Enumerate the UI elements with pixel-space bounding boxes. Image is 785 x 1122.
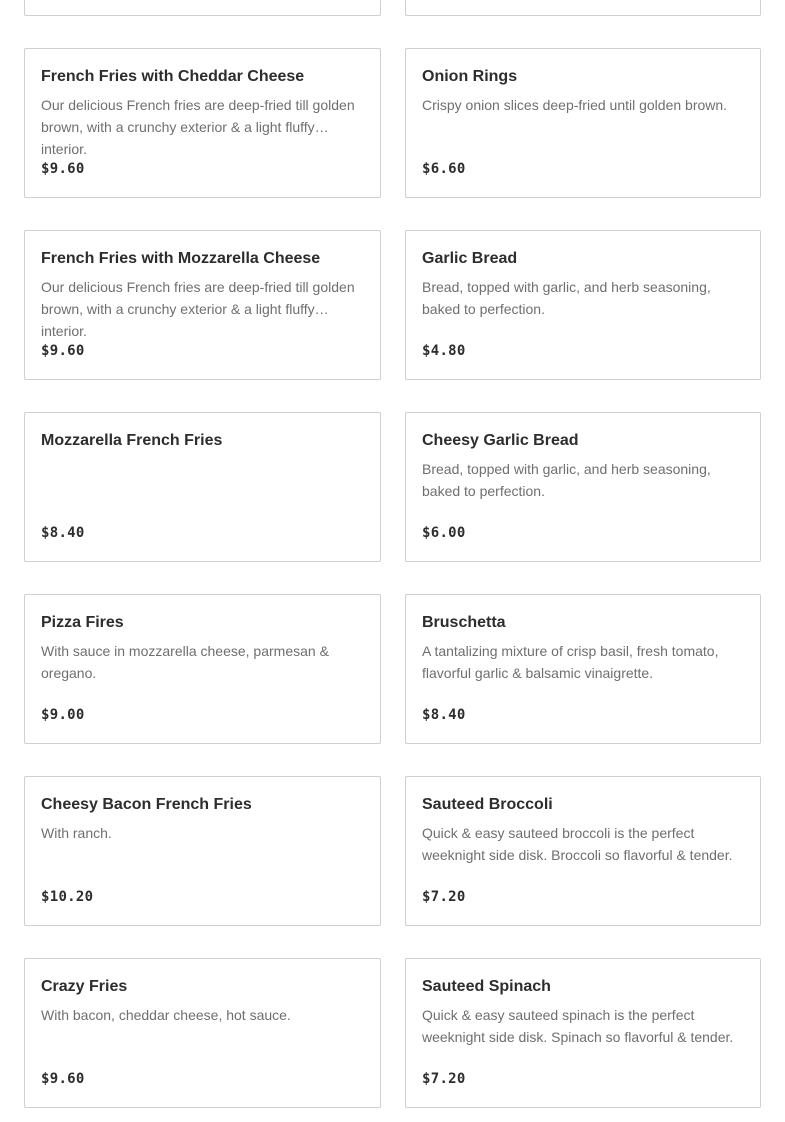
menu-item-name: Cheesy Garlic Bread [422, 432, 579, 449]
menu-item-price: $9.00 [41, 707, 85, 723]
menu-item-card[interactable] [405, 594, 761, 744]
menu-item-name: Mozzarella French Fries [41, 432, 223, 449]
menu-item-price: $9.60 [41, 161, 85, 177]
menu-item-description: Quick & easy sauteed broccoli is the perfect weeknight side disk. Broccoli so flavorful & tender. [422, 825, 733, 863]
menu-item-description: A tantalizing mixture of crisp basil, fresh tomato, flavorful garlic & balsamic vinaigrette. [422, 643, 719, 681]
menu-item-description: Quick & easy sauteed spinach is the perfect weeknight side disk. Spinach so flavorful & tender. [422, 1007, 734, 1045]
menu-item-price: $8.40 [41, 525, 85, 541]
menu-item-price: $9.60 [41, 1071, 85, 1087]
menu-item-price: $10.20 [41, 889, 94, 905]
menu-item-card[interactable] [405, 776, 761, 926]
menu-item-name: Garlic Bread [422, 250, 518, 267]
menu-item-price: $6.60 [422, 161, 466, 177]
menu-item-description: Bread, topped with garlic, and herb seasoning, baked to perfection. [422, 279, 711, 317]
menu-item-name: French Fries with Cheddar Cheese [41, 68, 305, 85]
menu-item-card[interactable] [405, 412, 761, 562]
menu-item-card[interactable] [24, 0, 381, 16]
menu-item-price: $6.00 [422, 525, 466, 541]
menu-item-name: Sauteed Spinach [422, 978, 551, 995]
menu-item-card[interactable] [24, 48, 381, 198]
menu-item-card[interactable] [24, 230, 381, 380]
menu-item-description: Our delicious French fries are deep-fried till golden brown, with a crunchy exterior & a light fluffy interior. [41, 97, 355, 157]
menu-item-card[interactable] [405, 230, 761, 380]
menu-item-name: French Fries with Mozzarella Cheese [41, 250, 321, 267]
menu-item-description: With bacon, cheddar cheese, hot sauce. [41, 1007, 291, 1023]
menu-item-name: Pizza Fires [41, 614, 124, 631]
menu-item-description: Our delicious French fries are deep-fried till golden brown, with a crunchy exterior & a light fluffy interior. [41, 279, 355, 339]
menu-item-price: $8.40 [422, 707, 466, 723]
menu-item-name: Sauteed Broccoli [422, 796, 553, 813]
menu-item-card[interactable] [24, 594, 381, 744]
menu-item-card[interactable] [24, 412, 381, 562]
menu-item-price: $4.80 [422, 343, 466, 359]
menu-item-card[interactable] [405, 0, 761, 16]
menu-item-name: Cheesy Bacon French Fries [41, 796, 252, 813]
menu-item-card[interactable] [24, 958, 381, 1108]
menu-item-name: Onion Rings [422, 68, 518, 85]
menu-item-price: $7.20 [422, 1071, 466, 1087]
menu-item-card[interactable] [405, 48, 761, 198]
menu-item-card[interactable] [405, 958, 761, 1108]
menu-item-price: $9.60 [41, 343, 85, 359]
menu-item-description: With ranch. [41, 825, 112, 841]
menu-item-description: Crispy onion slices deep-fried until golden brown. [422, 97, 728, 113]
menu-items-grid [24, 0, 761, 1108]
menu-item-name: Bruschetta [422, 614, 506, 631]
menu-item-card[interactable] [24, 776, 381, 926]
menu-item-price: $7.20 [422, 889, 466, 905]
menu-item-description: With sauce in mozzarella cheese, parmesan & oregano. [41, 643, 329, 681]
menu-item-description: Bread, topped with garlic, and herb seasoning, baked to perfection. [422, 461, 711, 499]
menu-item-name: Crazy Fries [41, 978, 128, 995]
